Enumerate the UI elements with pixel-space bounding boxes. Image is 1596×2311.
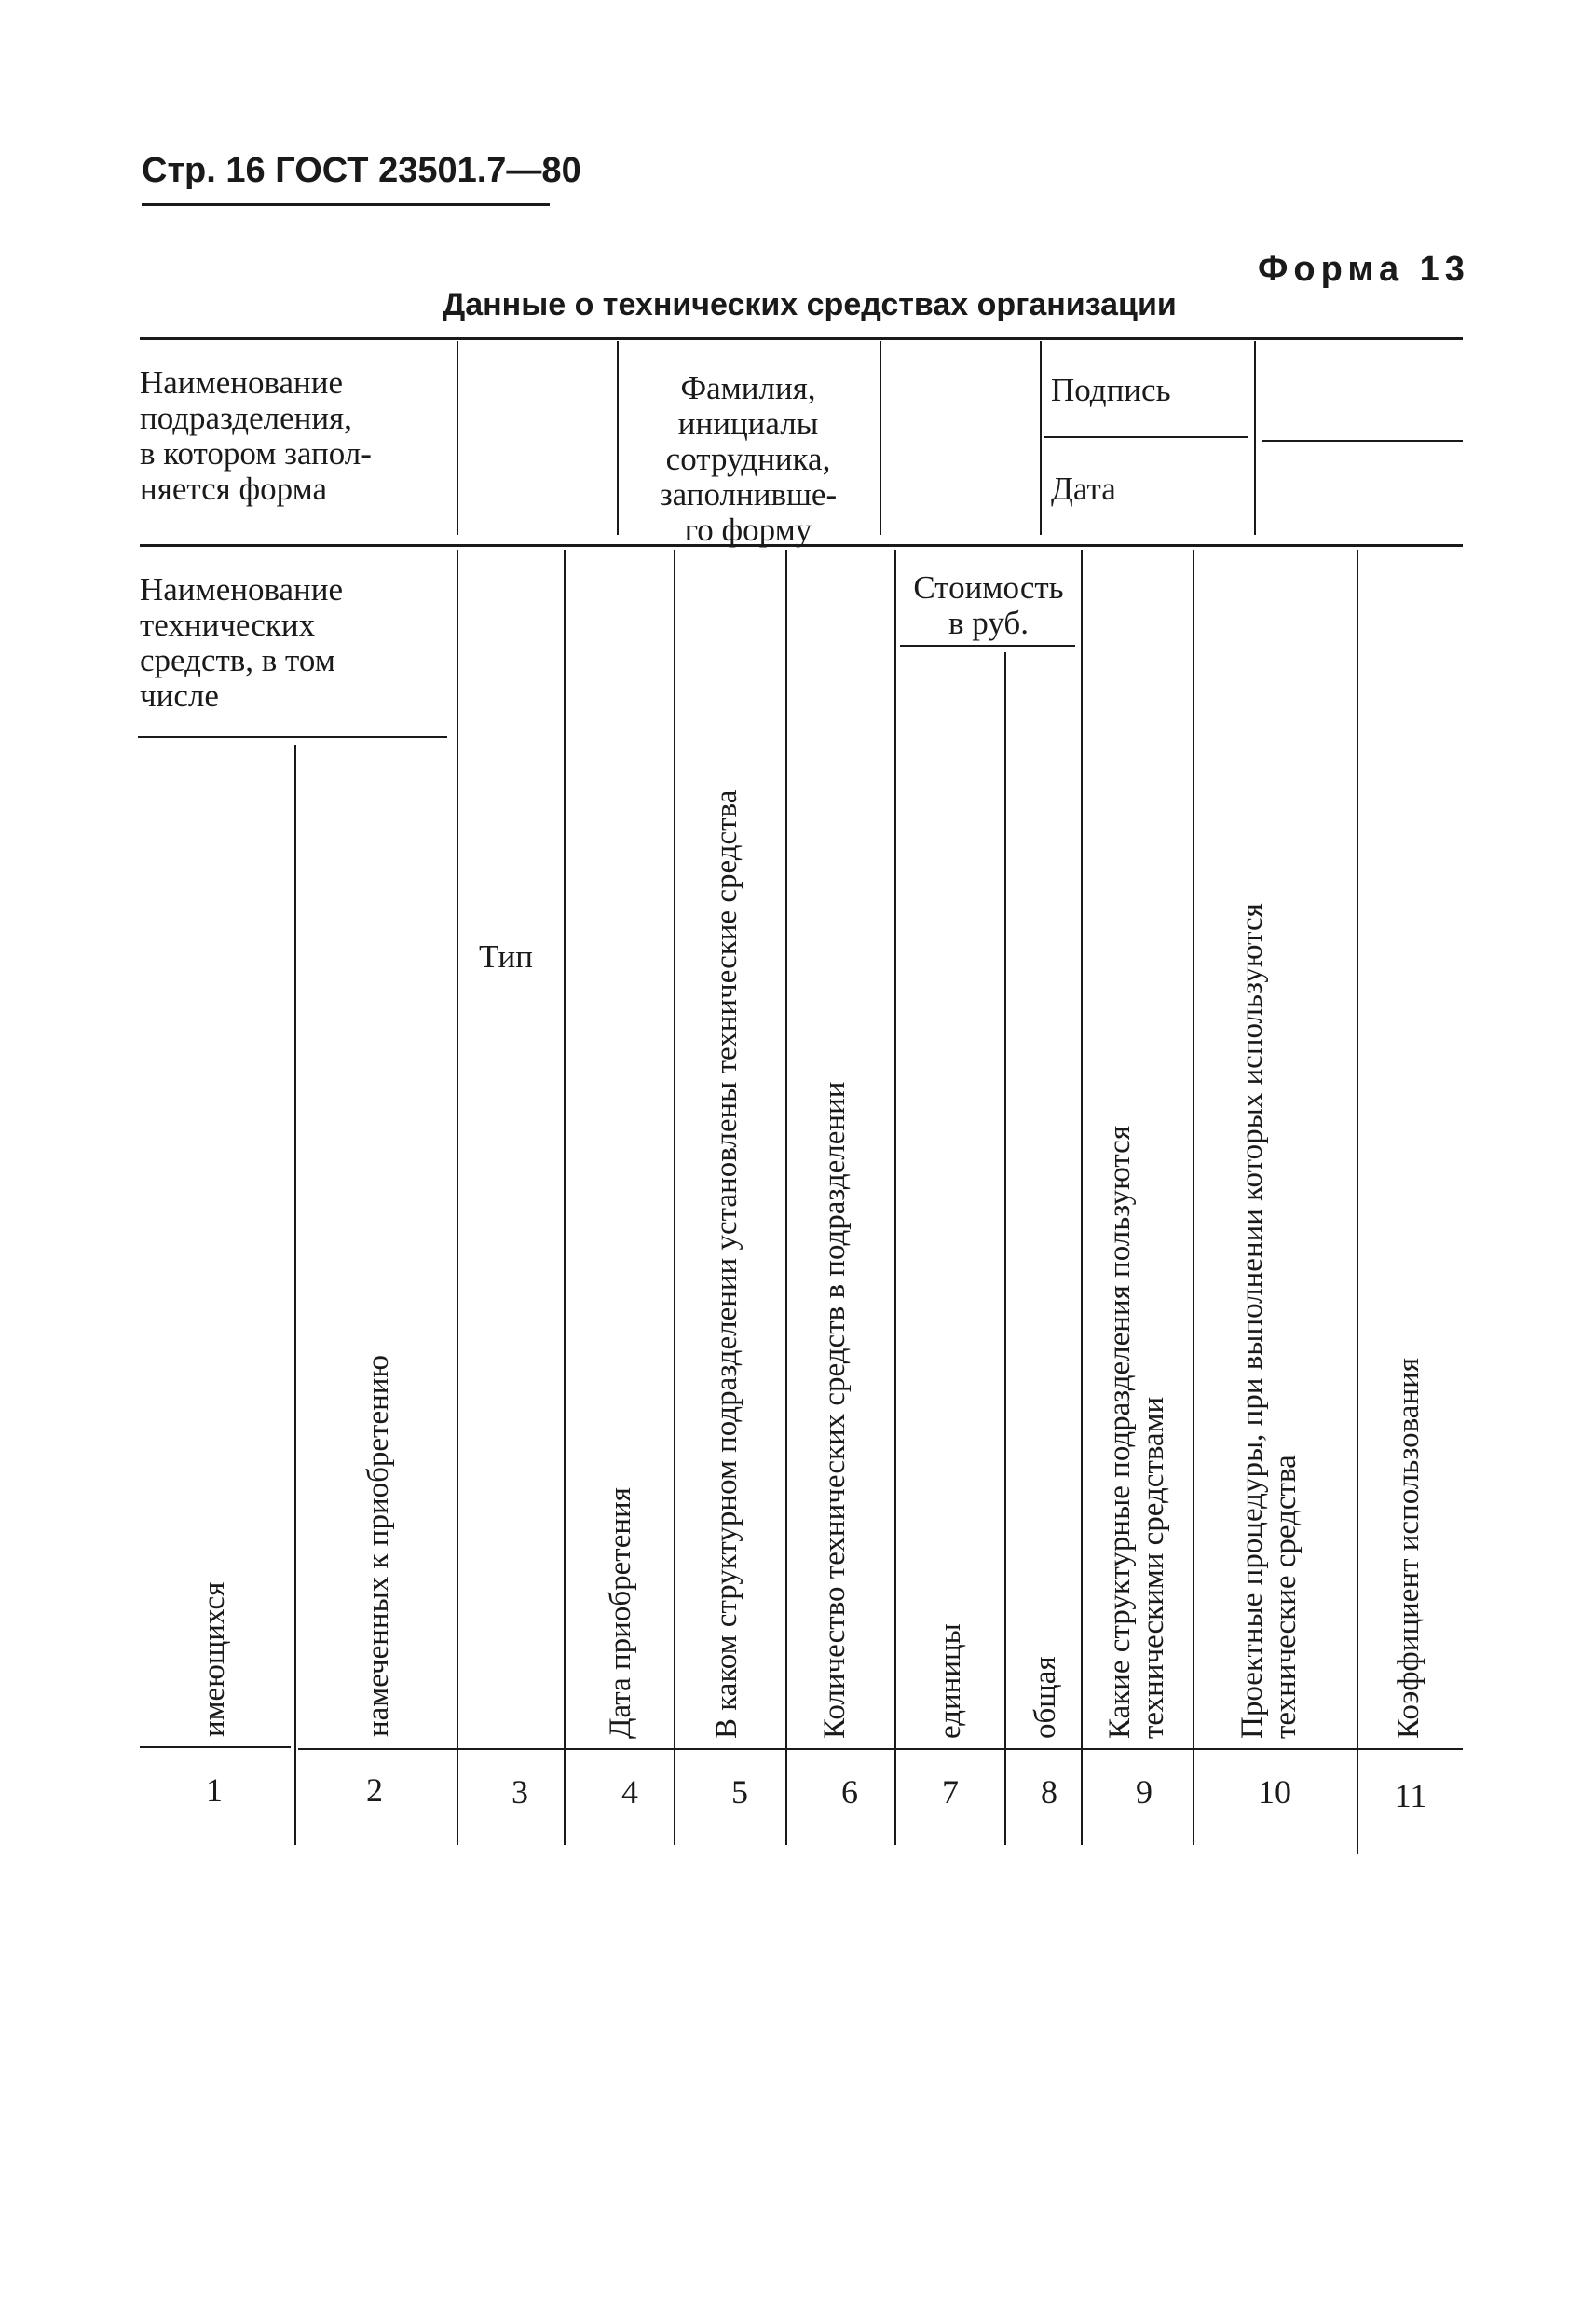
column-number: 4 — [621, 1773, 638, 1811]
tech-means-underline — [138, 736, 447, 738]
tech-means-label — [140, 572, 447, 714]
unit-name-line: няется форма — [140, 471, 328, 507]
tech-means-line: Наименование — [140, 571, 344, 608]
column-divider — [564, 550, 566, 1845]
column-number: 2 — [366, 1771, 383, 1809]
employee-line: сотрудника, — [665, 441, 831, 477]
tech-means-line: числе — [140, 677, 219, 714]
top-divider — [1040, 341, 1042, 535]
tech-means-line: средств, в том — [140, 642, 335, 678]
column-divider — [1081, 550, 1083, 1845]
top-divider — [457, 341, 458, 535]
col-installed-unit-label: В каком структурном подразделении установлены технические средства — [710, 789, 743, 1739]
col-procedures-label — [1235, 903, 1303, 1739]
cost-label — [900, 570, 1077, 641]
top-divider — [1254, 341, 1256, 535]
unit-name-line: подразделения, — [140, 400, 352, 436]
top-divider — [617, 341, 619, 535]
col-acquisition-date-label: Дата приобретения — [604, 1487, 637, 1739]
unit-name-label — [140, 365, 447, 507]
column-divider — [785, 550, 787, 1845]
numbers-rule — [298, 1748, 1463, 1750]
column-number: 11 — [1394, 1777, 1427, 1814]
header-row-rule — [140, 544, 1463, 547]
col-total-cost-label: общая — [1029, 1656, 1062, 1739]
unit-name-line: Наименование — [140, 364, 344, 401]
col-usage-coefficient-label: Коэффициент использования — [1392, 1358, 1425, 1739]
col-users-line: техническими средствами — [1137, 1396, 1170, 1739]
column-number: 1 — [206, 1771, 223, 1809]
col-procedures-line: технические средства — [1269, 1455, 1303, 1739]
col-unit-cost-label: единицы — [934, 1623, 967, 1739]
column-number: 9 — [1136, 1773, 1153, 1811]
employee-line: заполнивше- — [659, 476, 838, 513]
col-existing-label: имеющихся — [198, 1581, 231, 1737]
col-quantity-label: Количество технических средств в подразделении — [818, 1081, 852, 1739]
column-number: 8 — [1041, 1773, 1057, 1811]
cost-underline — [900, 645, 1075, 647]
column-number: 10 — [1258, 1773, 1291, 1811]
top-divider — [880, 341, 881, 535]
unit-name-line: в котором запол- — [140, 435, 372, 472]
document-title: Данные о технических средствах организации — [443, 287, 1177, 322]
employee-label — [622, 371, 874, 548]
col-planned-label: намеченных к приобретению — [361, 1354, 395, 1737]
signature-field-line — [1262, 440, 1463, 442]
column-divider — [294, 745, 296, 1845]
cost-line: Стоимость — [913, 569, 1064, 606]
column-number: 5 — [731, 1773, 748, 1811]
tech-means-line: технических — [140, 607, 316, 643]
signature-underline — [1044, 436, 1248, 438]
column-divider — [1357, 550, 1358, 1854]
column-divider — [457, 550, 458, 1845]
column-number: 3 — [512, 1773, 528, 1811]
table-top-rule — [140, 337, 1463, 340]
col-users-label — [1103, 1126, 1170, 1739]
form-label: Форма 13 — [1258, 250, 1470, 289]
column-divider — [1193, 550, 1194, 1845]
column-number: 7 — [942, 1773, 959, 1811]
signature-label: Подпись — [1051, 372, 1171, 408]
employee-line: инициалы — [677, 405, 819, 442]
page-reference: Стр. 16 ГОСТ 23501.7—80 — [142, 151, 581, 190]
col-type-label: Тип — [479, 938, 533, 975]
cost-line: в руб. — [948, 605, 1029, 641]
header-underline — [142, 203, 550, 206]
numbers-rule — [140, 1746, 291, 1748]
column-divider — [674, 550, 675, 1845]
col-users-line: Какие структурные подразделения пользуются — [1103, 1125, 1137, 1739]
column-number: 6 — [841, 1773, 858, 1811]
employee-line: Фамилия, — [680, 370, 816, 406]
column-divider — [894, 550, 896, 1845]
employee-line: го форму — [684, 512, 812, 548]
date-label: Дата — [1051, 471, 1116, 507]
col-procedures-line: Проектные процедуры, при выполнении которых используются — [1235, 903, 1269, 1739]
column-divider — [1004, 652, 1006, 1845]
